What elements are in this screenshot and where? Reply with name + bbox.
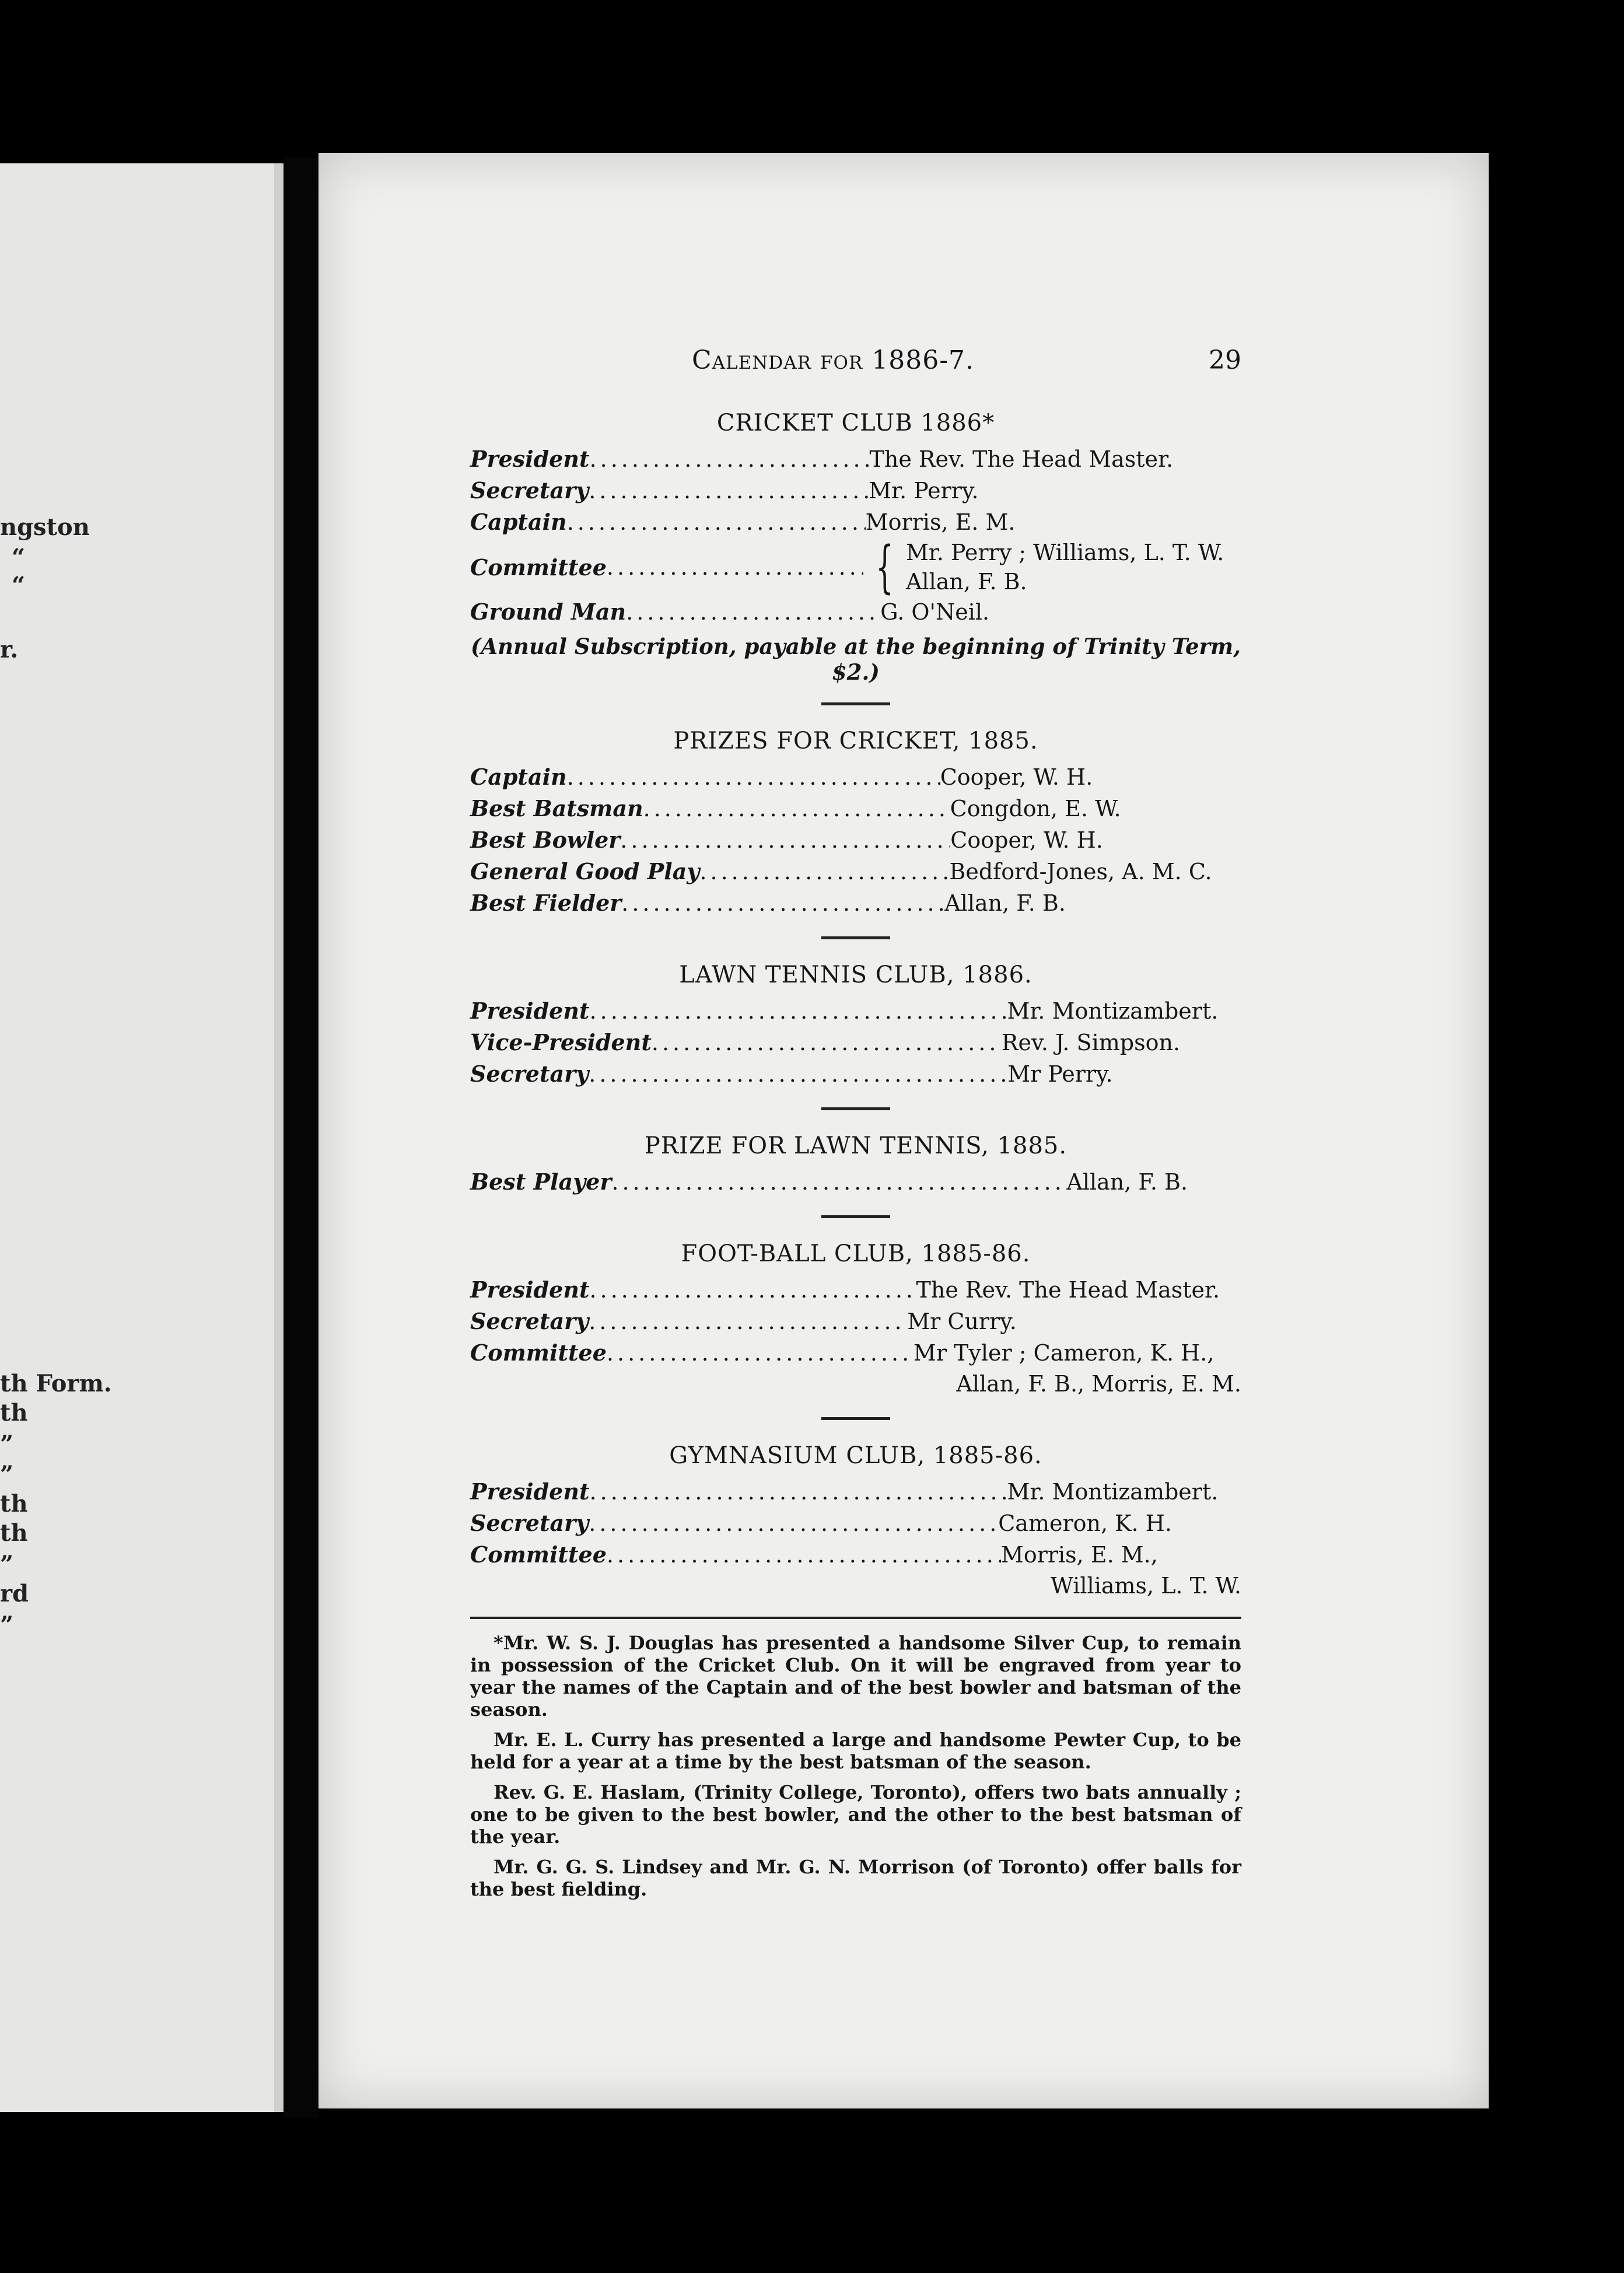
office-holder: Mr Tyler ; Cameron, K. H., bbox=[913, 1340, 1214, 1366]
dot-leader bbox=[589, 1059, 1007, 1090]
office-label: President bbox=[470, 446, 590, 472]
prize-label: Best Fielder bbox=[470, 890, 622, 916]
gymnasium-club-section bbox=[470, 1442, 1241, 1601]
dot-leader bbox=[589, 475, 869, 506]
office-holder: Mr Perry. bbox=[1007, 1061, 1113, 1087]
dot-leader bbox=[652, 1027, 1002, 1058]
dot-leader bbox=[567, 507, 866, 538]
left-page-text: rd bbox=[0, 1580, 29, 1607]
left-page-text: th bbox=[0, 1399, 28, 1426]
dot-leader bbox=[607, 554, 863, 580]
section-divider bbox=[821, 1215, 890, 1218]
office-label: Committee bbox=[470, 1340, 607, 1366]
office-row bbox=[470, 475, 1241, 506]
office-label: President bbox=[470, 998, 590, 1024]
left-page-text: r. bbox=[0, 636, 19, 663]
dot-leader bbox=[699, 856, 949, 887]
left-page-text: “ bbox=[12, 572, 26, 599]
office-row bbox=[470, 995, 1241, 1027]
prize-label: Captain bbox=[470, 764, 567, 790]
prize-winner: Allan, F. B. bbox=[1066, 1169, 1188, 1195]
section-title: PRIZES FOR CRICKET, 1885. bbox=[673, 728, 1038, 754]
left-page-text: ” bbox=[0, 1551, 14, 1578]
running-title: Calendar for 1886-7. bbox=[692, 345, 975, 375]
office-label: Secretary bbox=[470, 1308, 589, 1334]
left-page-fragment bbox=[0, 163, 274, 2112]
left-page-text: ” bbox=[0, 1431, 14, 1458]
section-title: FOOT-BALL CLUB, 1885-86. bbox=[681, 1240, 1031, 1267]
office-row bbox=[470, 1337, 1241, 1369]
dot-leader bbox=[590, 1477, 1007, 1508]
prize-label: Best Bowler bbox=[470, 827, 621, 853]
section-divider bbox=[821, 936, 890, 939]
prize-row bbox=[470, 824, 1241, 856]
office-label: Secretary bbox=[470, 1061, 589, 1087]
office-label: Captain bbox=[470, 509, 567, 535]
left-page-text: “ bbox=[12, 544, 26, 571]
committee-continuation: Allan, F. B., Morris, E. M. bbox=[956, 1371, 1241, 1397]
office-label: Secretary bbox=[470, 477, 589, 503]
committee-continuation: Williams, L. T. W. bbox=[1050, 1573, 1241, 1599]
section-title: GYMNASIUM CLUB, 1885-86. bbox=[669, 1442, 1042, 1469]
office-row bbox=[470, 596, 1241, 628]
left-page-text: ” bbox=[0, 1461, 14, 1488]
committee-member-line: Allan, F. B. bbox=[905, 569, 1027, 595]
page-header bbox=[470, 345, 1241, 386]
dot-leader bbox=[567, 762, 940, 793]
subscription-note: (Annual Subscription, payable at the beginning of Trinity Term, $2.) bbox=[470, 634, 1241, 685]
lawn-tennis-section bbox=[470, 961, 1241, 1090]
dot-leader bbox=[621, 888, 944, 919]
office-row bbox=[470, 1274, 1241, 1306]
footnote: Rev. G. E. Haslam, (Trinity College, Toronto), offers two bats annually ; one to be given to the best bowler, and the other to the best batsman of the year. bbox=[470, 1781, 1241, 1848]
page-number: 29 bbox=[1209, 345, 1241, 375]
left-page-text: th bbox=[0, 1490, 28, 1517]
dot-leader bbox=[590, 1275, 916, 1306]
football-club-section bbox=[470, 1240, 1241, 1400]
office-holder: The Rev. The Head Master. bbox=[916, 1277, 1220, 1303]
office-row bbox=[470, 1476, 1241, 1508]
section-divider bbox=[821, 702, 890, 705]
brace-glyph: { bbox=[876, 534, 894, 600]
office-holder: Mr. Montizambert. bbox=[1007, 1479, 1219, 1505]
committee-row bbox=[470, 534, 1241, 600]
office-holder: Morris, E. M., bbox=[1000, 1542, 1158, 1568]
office-row bbox=[470, 443, 1241, 475]
dot-leader bbox=[589, 1508, 998, 1539]
office-holder: The Rev. The Head Master. bbox=[869, 446, 1174, 472]
committee-member-line: Mr. Perry ; Williams, L. T. W. bbox=[905, 540, 1224, 565]
office-label: Committee bbox=[470, 554, 607, 581]
page-gutter bbox=[274, 163, 284, 2112]
prize-winner: Bedford-Jones, A. M. C. bbox=[949, 859, 1212, 884]
office-label: President bbox=[470, 1478, 590, 1505]
prize-label: General Good Play bbox=[470, 858, 700, 884]
prize-tennis-section bbox=[470, 1132, 1241, 1198]
prize-winner: Allan, F. B. bbox=[944, 890, 1066, 916]
prizes-cricket-section bbox=[470, 728, 1241, 919]
office-holder: Morris, E. M. bbox=[865, 509, 1016, 535]
cricket-club-section bbox=[470, 410, 1241, 685]
dot-leader bbox=[590, 996, 1007, 1027]
dot-leader bbox=[620, 825, 950, 856]
page-content bbox=[470, 345, 1241, 1908]
section-divider bbox=[821, 1107, 890, 1110]
document-page bbox=[318, 153, 1489, 2108]
office-label: Secretary bbox=[470, 1510, 589, 1536]
office-row bbox=[470, 1306, 1241, 1337]
office-holder: Mr. Perry. bbox=[869, 478, 979, 503]
prize-winner: Cooper, W. H. bbox=[940, 764, 1093, 790]
section-title: CRICKET CLUB 1886* bbox=[716, 410, 995, 436]
committee-members bbox=[906, 538, 1224, 596]
footnotes bbox=[470, 1632, 1241, 1900]
left-page-text: th Form. bbox=[0, 1370, 112, 1397]
book-spine bbox=[284, 158, 318, 2118]
prize-row bbox=[470, 1166, 1241, 1198]
footnote-divider bbox=[470, 1617, 1241, 1619]
office-label: Vice-President bbox=[470, 1029, 652, 1055]
office-holder: G. O'Neil. bbox=[880, 599, 990, 625]
prize-row bbox=[470, 856, 1241, 887]
footnote: *Mr. W. S. J. Douglas has presented a handsome Silver Cup, to remain in possession of the Cricket Club. On it will be engraved from year to year the names of the Captain and of the best bowler and batsman of the season. bbox=[470, 1632, 1241, 1721]
dot-leader bbox=[643, 793, 950, 824]
prize-label: Best Player bbox=[470, 1169, 612, 1195]
left-page-text: ” bbox=[0, 1611, 14, 1639]
section-divider bbox=[821, 1417, 890, 1420]
footnote: Mr. G. G. S. Lindsey and Mr. G. N. Morrison (of Toronto) offer balls for the best fielding. bbox=[470, 1856, 1241, 1900]
prize-winner: Congdon, E. W. bbox=[950, 796, 1121, 821]
office-holder: Cameron, K. H. bbox=[998, 1510, 1172, 1536]
office-label: Committee bbox=[470, 1541, 607, 1568]
dot-leader bbox=[589, 1306, 907, 1337]
prize-row bbox=[470, 761, 1241, 793]
left-page-text: th bbox=[0, 1519, 28, 1547]
office-row bbox=[470, 1539, 1241, 1571]
section-title: PRIZE FOR LAWN TENNIS, 1885. bbox=[644, 1132, 1068, 1159]
office-row bbox=[470, 1508, 1241, 1539]
dot-leader bbox=[611, 1167, 1066, 1198]
office-holder: Mr Curry. bbox=[907, 1309, 1017, 1334]
office-label: Ground Man bbox=[470, 599, 626, 625]
prize-winner: Cooper, W. H. bbox=[950, 827, 1103, 853]
office-holder: Rev. J. Simpson. bbox=[1001, 1030, 1181, 1055]
left-page-text: ngston bbox=[0, 513, 90, 541]
dot-leader bbox=[607, 1338, 914, 1369]
prize-label: Best Batsman bbox=[470, 795, 643, 821]
dot-leader bbox=[590, 444, 870, 475]
office-row bbox=[470, 1027, 1241, 1058]
section-title: LAWN TENNIS CLUB, 1886. bbox=[679, 961, 1032, 988]
prize-row bbox=[470, 887, 1241, 919]
prize-row bbox=[470, 793, 1241, 824]
office-row bbox=[470, 1058, 1241, 1090]
office-row bbox=[470, 506, 1241, 538]
office-holder: Mr. Montizambert. bbox=[1007, 998, 1219, 1024]
dot-leader bbox=[626, 597, 880, 628]
footnote: Mr. E. L. Curry has presented a large and handsome Pewter Cup, to be held for a year at a time by the best batsman of the season. bbox=[470, 1729, 1241, 1773]
office-label: President bbox=[470, 1277, 590, 1303]
dot-leader bbox=[607, 1540, 1001, 1571]
